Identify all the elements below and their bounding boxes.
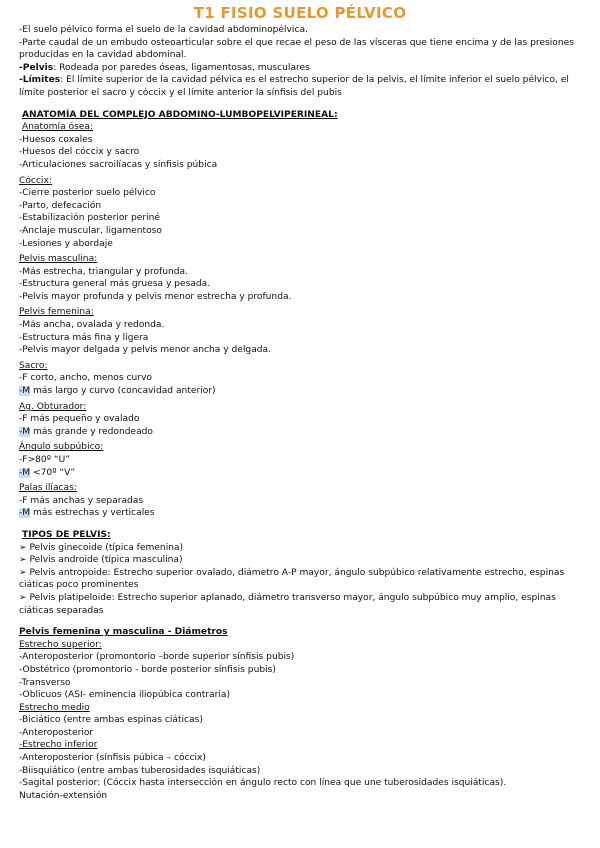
limites-definition <box>19 74 582 99</box>
list-item: -Anclaje muscular, ligamentoso <box>19 225 162 236</box>
nutacion-line: Nutación-extensión <box>19 790 108 801</box>
male-marker: -M <box>19 426 31 437</box>
estrecho-inferior-label: -Estrecho inferior <box>19 740 98 751</box>
palas-male-text: más estrechas y verticales <box>30 508 155 519</box>
list-item: -Parto, defecación <box>19 200 102 211</box>
tipo-text: Pelvis androide (típica masculina) <box>29 555 183 566</box>
sacro-male-text: más largo y curvo (concavidad anterior) <box>30 386 216 397</box>
estrecho-superior-label: Estrecho superior: <box>19 639 102 650</box>
document-body <box>0 24 600 802</box>
subpubico-female-text: >80º “U” <box>27 455 70 465</box>
female-marker: -F <box>19 495 28 506</box>
list-item: -Anteroposterior <box>19 727 94 738</box>
obturador-label: Ag. Obturador: <box>19 401 87 412</box>
limites-text: : El límite superior de la cavidad pélvica es el estrecho superior de la pelvis, el límite inferior el suelo pélvico, el límite posterior el sacro y cóccix y el límite anterior la sínfisis del pubis <box>19 75 569 98</box>
list-item <box>19 554 582 567</box>
sacro-male <box>19 385 582 398</box>
male-marker: -M <box>19 467 31 478</box>
list-item: -Estabilización posterior periné <box>19 213 161 224</box>
subpubico-male <box>19 467 582 480</box>
list-item: -Obstétrico (promontorio - borde posterior sínfisis pubis) <box>19 664 276 675</box>
obturador-male <box>19 426 582 439</box>
list-item: -Estructura más fina y ligera <box>19 332 149 343</box>
obturador-female <box>19 413 582 426</box>
male-marker: -M <box>19 386 31 397</box>
list-item: -Anteroposterior (promontorio –borde superior sínfisis pubis) <box>19 652 295 663</box>
list-item: -Estructura general más gruesa y pesada. <box>19 279 211 290</box>
tipo-text: Pelvis platipeloide: Estrecho superior aplanado, diámetro transverso mayor, ángulo subpúbico muy amplio, espinas ciáticas separadas <box>19 592 556 616</box>
intro-paragraph-2: -Parte caudal de un embudo osteoarticular sobre el que recae el peso de las vísceras que tiene encima y de las presiones producidas en la cavidad abdominal. <box>19 37 574 61</box>
female-marker: -F <box>19 373 28 384</box>
limites-label: -Límites <box>19 75 61 86</box>
palas-male <box>19 507 582 520</box>
list-item: -Lesiones y abordaje <box>19 238 113 249</box>
anatomy-heading: ANATOMÍA DEL COMPLEJO ABDOMINO-LUMBOPELVIPERINEAL: <box>22 109 338 120</box>
palas-female-text: más anchas y separadas <box>27 495 144 506</box>
female-marker: -F <box>19 414 28 425</box>
estrecho-medio-label: Estrecho medio <box>19 702 90 713</box>
sacro-female <box>19 372 582 385</box>
list-item: -Anteroposterior (sínfisis púbica – cóccix) <box>19 753 206 764</box>
coccix-label: Cóccix: <box>19 175 52 186</box>
subpubico-male-text: <70º “V” <box>30 467 76 478</box>
palas-label: Palas ilíacas: <box>19 483 77 494</box>
pelvis-label: -Pelvis <box>19 62 54 73</box>
arrow-bullet-icon: ➢ <box>19 592 27 603</box>
list-item <box>19 567 582 592</box>
diametros-heading: Pelvis femenina y masculina - Diámetros <box>19 627 228 638</box>
male-marker: -M <box>19 508 31 519</box>
list-item <box>19 592 582 617</box>
list-item: -Biisquiático (entre ambas tuberosidades isquiáticas) <box>19 765 261 776</box>
list-item: -Biciático (entre ambas espinas ciáticas) <box>19 715 203 726</box>
list-item: -Pelvis mayor delgada y pelvis menor ancha y delgada. <box>19 345 272 356</box>
osea-label: Anatomía ósea: <box>22 122 94 133</box>
intro-line-1: -El suelo pélvico forma el suelo de la cavidad abdominopélvica. <box>19 25 308 35</box>
list-item: -Transverso <box>19 677 71 688</box>
palas-female <box>19 495 582 508</box>
subpubico-female <box>19 454 582 467</box>
list-item: -Más estrecha, triangular y profunda. <box>19 266 189 277</box>
list-item: -Más ancha, ovalada y redonda. <box>19 320 165 331</box>
list-item: -Sagital posterior: (Cóccix hasta intersección en ángulo recto con línea que une tuberosidades isquiáticas). <box>19 778 507 789</box>
female-marker: -F <box>19 455 28 465</box>
tipo-text: Pelvis ginecoide (típica femenina) <box>29 542 184 553</box>
obturador-male-text: más grande y redondeado <box>30 426 153 437</box>
arrow-bullet-icon: ➢ <box>19 555 27 566</box>
list-item: -Articulaciones sacroilíacas y sínfisis púbica <box>19 159 218 170</box>
page-title: T1 FISIO SUELO PÉLVICO <box>193 4 407 22</box>
list-item: -Huesos coxales <box>19 134 93 145</box>
masculina-label: Pelvis masculina: <box>19 254 98 265</box>
pelvis-text: : Rodeada por paredes óseas, ligamentosas, musculares <box>53 62 310 73</box>
femenina-label: Pelvis femenina: <box>19 307 94 318</box>
list-item: -Oblicuos (ASI- eminencia iliopúbica contraria) <box>19 690 230 701</box>
list-item <box>19 542 582 555</box>
list-item: -Huesos del cóccix y sacro <box>19 147 140 158</box>
sacro-label: Sacro: <box>19 360 48 371</box>
subpubico-label: Ángulo subpúbico: <box>19 442 104 453</box>
arrow-bullet-icon: ➢ <box>19 567 27 578</box>
tipos-heading: TIPOS DE PELVIS: <box>22 529 111 540</box>
arrow-bullet-icon: ➢ <box>19 542 27 553</box>
list-item: -Pelvis mayor profunda y pelvis menor estrecha y profunda. <box>19 291 292 302</box>
pelvis-definition <box>19 62 582 75</box>
sacro-female-text: corto, ancho, menos curvo <box>27 373 152 384</box>
tipo-text: Pelvis antropoide: Estrecho superior ovalado, diámetro A-P mayor, ángulo subpúbico relativamente estrecho, espinas ciáticas poco prominentes <box>19 567 565 591</box>
obturador-female-text: más pequeño y ovalado <box>27 414 140 425</box>
list-item: -Cierre posterior suelo pélvico <box>19 188 156 199</box>
